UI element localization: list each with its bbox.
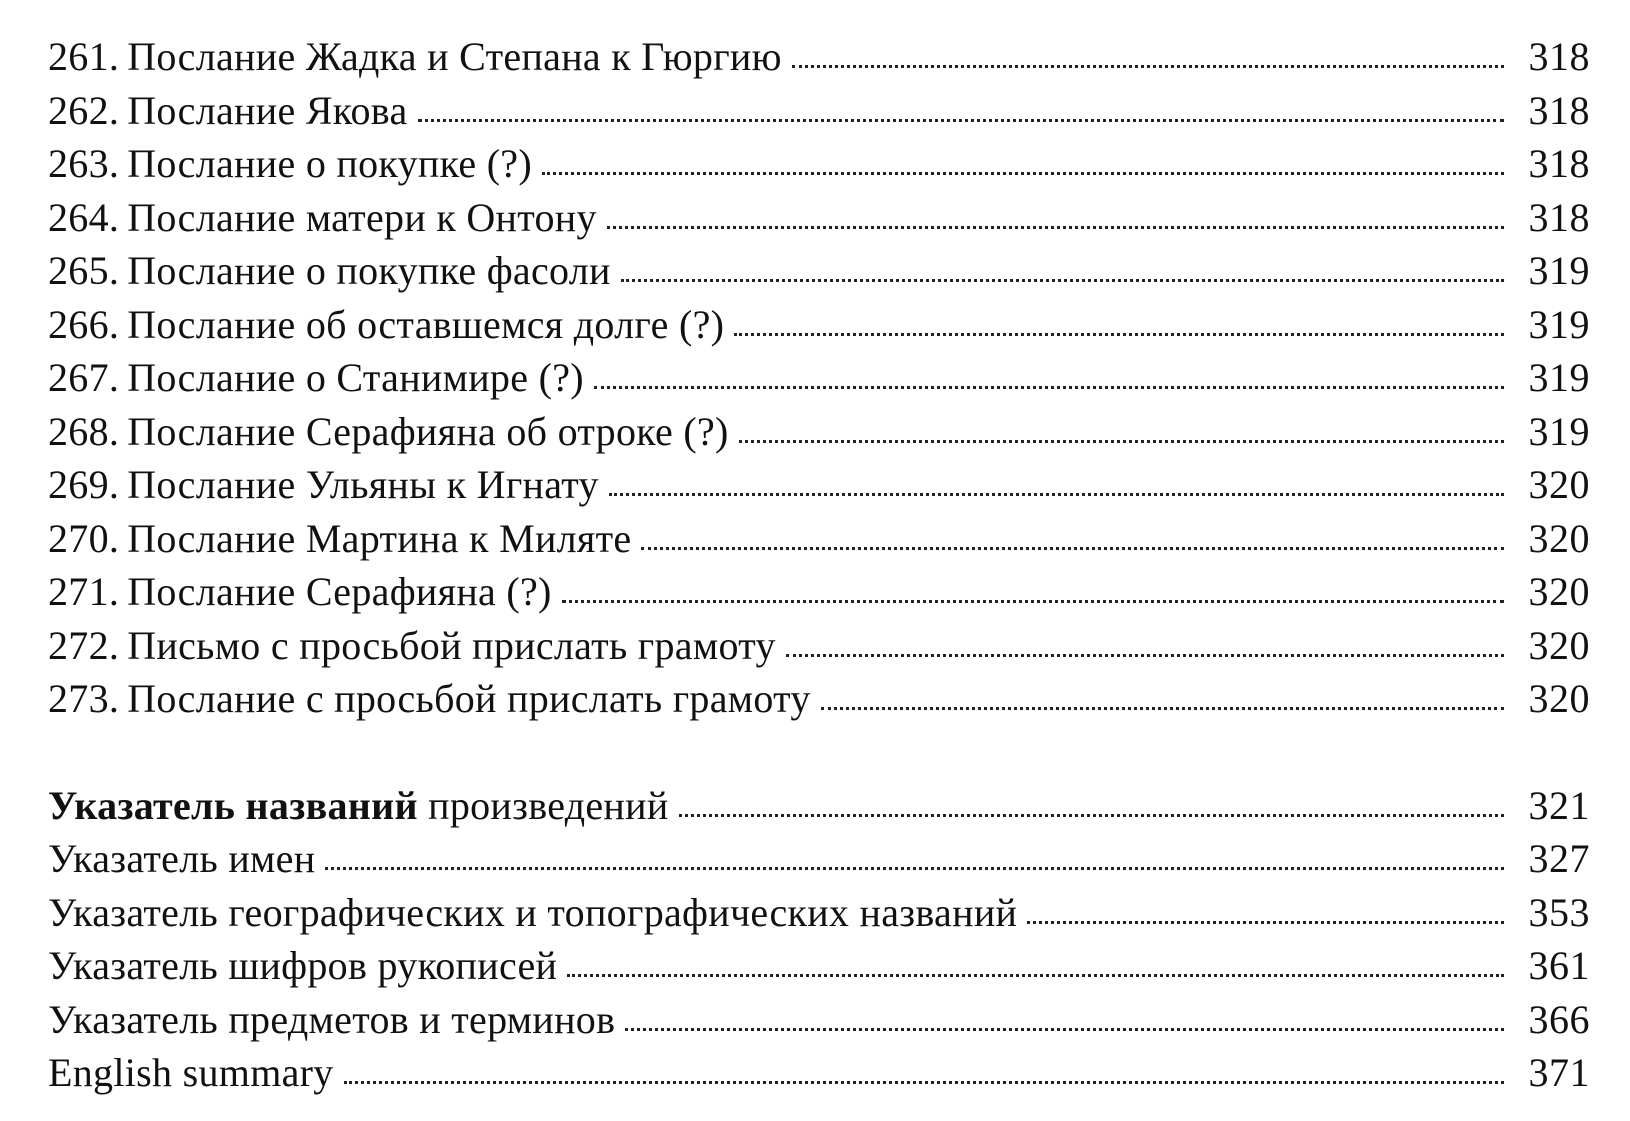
page-number: 318 xyxy=(1528,141,1590,186)
dot-leader xyxy=(621,279,1504,282)
toc-entry xyxy=(48,993,1590,1047)
toc-entry xyxy=(48,298,1590,352)
entry-number: 267. xyxy=(48,355,120,400)
entry-title xyxy=(48,84,408,138)
entry-title xyxy=(48,832,315,886)
entry-title xyxy=(48,672,811,726)
page-number: 319 xyxy=(1528,248,1590,293)
entry-title xyxy=(48,137,532,191)
entry-title xyxy=(48,191,597,245)
entry-number: 266. xyxy=(48,301,120,347)
entry-text-bold: Указатель названий xyxy=(48,782,418,828)
dot-leader xyxy=(607,226,1504,229)
dot-leader xyxy=(344,1081,1504,1084)
documents-list xyxy=(48,30,1590,726)
entry-text: Указатель предметов и терминов xyxy=(48,996,616,1042)
dot-leader xyxy=(562,600,1504,603)
page-number: 353 xyxy=(1528,889,1590,935)
entry-text: Послание о покупке (?) xyxy=(127,141,532,186)
entry-title xyxy=(48,458,599,512)
entry-number: 261. xyxy=(48,34,120,79)
entry-title xyxy=(48,993,615,1047)
dot-leader xyxy=(418,119,1504,122)
page-number: 321 xyxy=(1528,782,1590,828)
entry-number: 268. xyxy=(48,408,120,454)
entry-number: 265. xyxy=(48,248,120,293)
toc-entry xyxy=(48,137,1590,191)
toc-entry xyxy=(48,886,1590,940)
page-number: 320 xyxy=(1528,676,1590,721)
toc-entry xyxy=(48,512,1590,566)
toc-entry xyxy=(48,30,1590,84)
dot-leader xyxy=(625,1028,1504,1031)
entry-title xyxy=(48,619,776,673)
entry-text: Послание Серафияна об отроке (?) xyxy=(127,408,729,454)
page-number: 319 xyxy=(1528,408,1590,454)
page-number: 320 xyxy=(1528,622,1590,668)
entry-title xyxy=(48,351,584,405)
page-number: 320 xyxy=(1528,515,1590,561)
toc-entry xyxy=(48,565,1590,619)
toc-entry xyxy=(48,672,1590,726)
entry-number: 271. xyxy=(48,569,120,614)
entry-number: 263. xyxy=(48,141,120,186)
entry-text: Послание о покупке фасоли xyxy=(127,248,611,293)
entry-text: Послание матери к Онтону xyxy=(127,194,597,240)
entry-text: Послание Ульяны к Игнату xyxy=(127,462,599,507)
entry-number: 273. xyxy=(48,676,120,721)
dot-leader xyxy=(641,547,1504,550)
entry-text: Послание с просьбой прислать грамоту xyxy=(127,676,811,721)
entry-number: 269. xyxy=(48,462,120,507)
entry-text: Указатель географических и топографических названий xyxy=(48,889,1018,935)
page-number: 318 xyxy=(1528,194,1590,240)
entry-text: Послание Мартина к Миляте xyxy=(127,515,632,561)
page-number: 320 xyxy=(1528,462,1590,507)
dot-leader xyxy=(739,440,1504,443)
entry-text: произведений xyxy=(417,782,669,828)
indexes-list xyxy=(48,779,1590,1100)
entry-title xyxy=(48,1046,334,1100)
toc-entry xyxy=(48,619,1590,673)
dot-leader xyxy=(734,333,1504,336)
entry-text: Письмо с просьбой прислать грамоту xyxy=(127,622,776,668)
toc-entry xyxy=(48,191,1590,245)
entry-title xyxy=(48,298,724,352)
entry-title xyxy=(48,244,611,298)
entry-title xyxy=(48,512,631,566)
page-number: 371 xyxy=(1528,1050,1590,1095)
toc-entry xyxy=(48,832,1590,886)
toc-entry xyxy=(48,1046,1590,1100)
entry-title xyxy=(48,405,729,459)
page-number: 361 xyxy=(1528,943,1590,988)
dot-leader xyxy=(567,974,1504,977)
entry-text: Послание Якова xyxy=(127,87,408,133)
entry-text: Послание о Станимире (?) xyxy=(127,355,584,400)
page-number: 366 xyxy=(1528,996,1590,1042)
page-number: 319 xyxy=(1528,301,1590,347)
page-number: 318 xyxy=(1528,87,1590,133)
dot-leader xyxy=(786,654,1504,657)
dot-leader xyxy=(1027,921,1504,924)
entry-title xyxy=(48,939,557,993)
dot-leader xyxy=(325,867,1504,870)
dot-leader xyxy=(821,707,1504,710)
entry-number: 264. xyxy=(48,194,120,240)
entry-text: English summary xyxy=(48,1050,334,1095)
entry-title xyxy=(48,886,1017,940)
toc-entry xyxy=(48,244,1590,298)
entry-number: 272. xyxy=(48,622,120,668)
section-spacer xyxy=(48,726,1590,779)
toc-entry xyxy=(48,84,1590,138)
dot-leader xyxy=(542,172,1504,175)
dot-leader xyxy=(679,814,1504,817)
entry-text: Послание Серафияна (?) xyxy=(127,569,552,614)
entry-number: 262. xyxy=(48,87,120,133)
dot-leader xyxy=(792,65,1504,68)
entry-text: Послание об оставшемся долге (?) xyxy=(127,301,725,347)
entry-title xyxy=(48,779,669,833)
entry-text: Указатель имен xyxy=(48,836,316,881)
dot-leader xyxy=(609,493,1504,496)
dot-leader xyxy=(594,386,1504,389)
toc-entry xyxy=(48,405,1590,459)
page-number: 320 xyxy=(1528,569,1590,614)
entry-title xyxy=(48,30,782,84)
entry-text: Послание Жадка и Степана к Гюргию xyxy=(127,34,782,79)
entry-title xyxy=(48,565,552,619)
page-number: 327 xyxy=(1528,836,1590,881)
page-number: 319 xyxy=(1528,355,1590,400)
toc-entry xyxy=(48,458,1590,512)
entry-number: 270. xyxy=(48,515,120,561)
toc-entry xyxy=(48,351,1590,405)
table-of-contents xyxy=(48,30,1590,1100)
toc-entry xyxy=(48,939,1590,993)
page-number: 318 xyxy=(1528,34,1590,79)
entry-text: Указатель шифров рукописей xyxy=(48,943,558,988)
toc-entry xyxy=(48,779,1590,833)
